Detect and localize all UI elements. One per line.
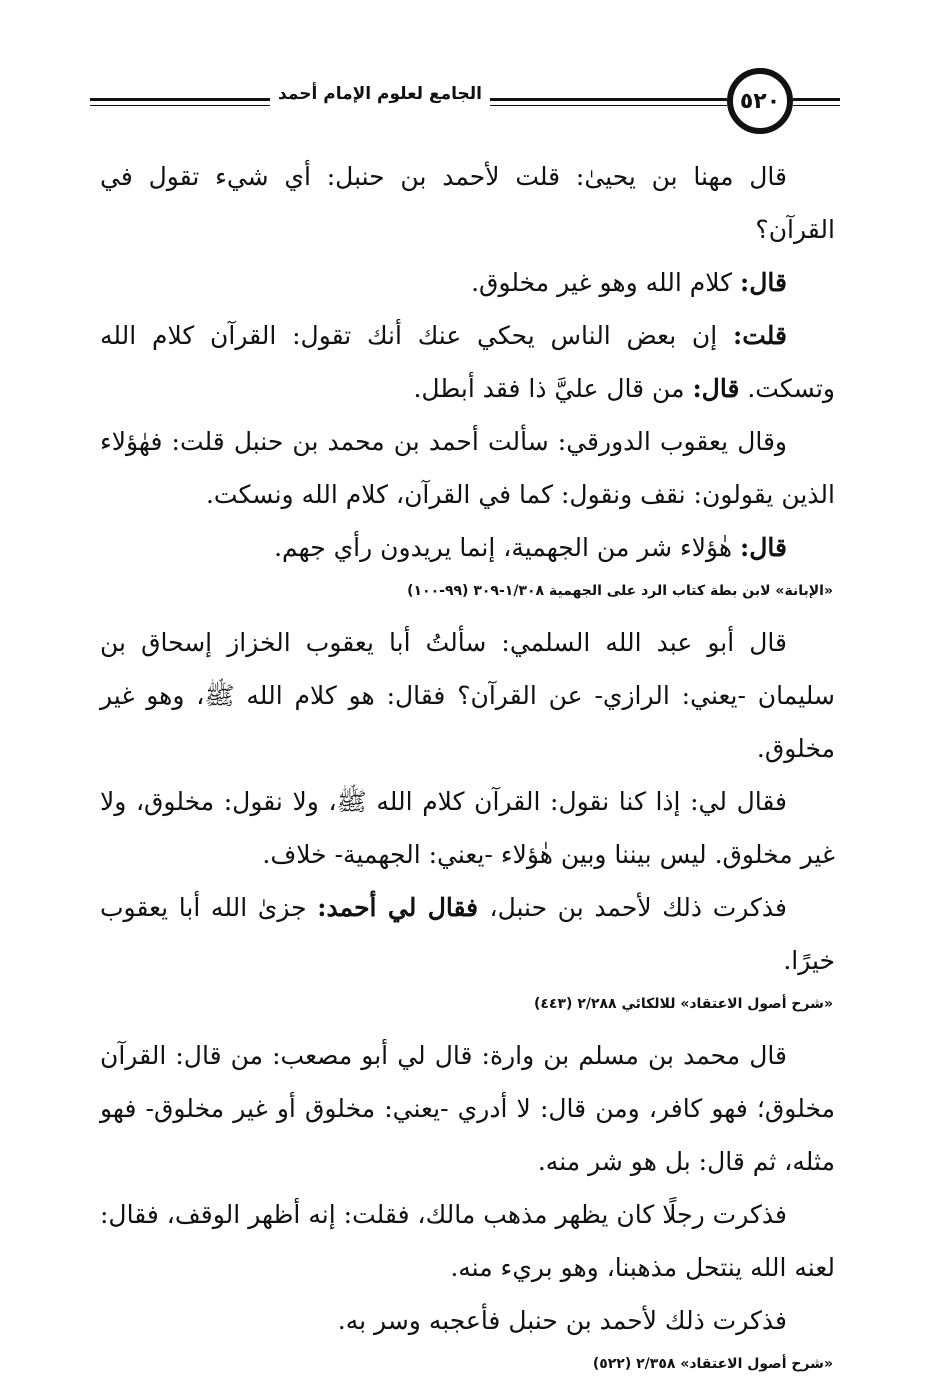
speaker-label: فقال لي أحمد:: [317, 893, 490, 922]
page-body: [100, 150, 835, 1389]
speaker-label: قال:: [740, 268, 787, 297]
paragraph: قال أبو عبد الله السلمي: سألتُ أبا يعقوب الخزاز إسحاق بن سليمان -يعني: الرازي- عن القرآن؟ فقال: هو كلام الله ﷺ، وهو غير مخلوق.: [100, 628, 835, 763]
paragraph: قال: كلام الله وهو غير مخلوق.: [471, 268, 787, 297]
paragraph: فذكرت رجلًا كان يظهر مذهب مالك، فقلت: إنه أظهر الوقف، فقال: لعنه الله ينتحل مذهبنا، وهو بريء منه.: [100, 1200, 835, 1282]
paragraph: فذكرت ذلك لأحمد بن حنبل، فقال لي أحمد: جزىٰ الله أبا يعقوب خيرًا.: [100, 893, 835, 975]
header-rule-right-thin: [793, 105, 840, 106]
header-rule-right: [793, 98, 840, 101]
page-header: [90, 64, 840, 144]
paragraph: قلت: إن بعض الناس يحكي عنك أنك تقول: القرآن كلام الله وتسكت. قال: من قال عليَّ ذا فقد أبطل.: [100, 321, 835, 403]
header-rule-left: [90, 98, 270, 101]
paragraph: قال: هٰؤلاء شر من الجهمية، إنما يريدون رأي جهم.: [274, 533, 787, 562]
speaker-label: قال:: [692, 374, 740, 403]
source-citation: «شرح أصول الاعتقاد» ٢/٣٥٨ (٥٢٢): [592, 1356, 833, 1372]
header-rule-mid: [490, 98, 727, 101]
speaker-label: قال:: [740, 533, 787, 562]
header-rule-mid-thin: [490, 105, 727, 106]
running-title: الجامع لعلوم الإمام أحمد: [270, 84, 490, 104]
paragraph: فقال لي: إذا كنا نقول: القرآن كلام الله ﷺ، ولا نقول: مخلوق، ولا غير مخلوق. ليس بيننا وبين هٰؤلاء -يعني: الجهمية- خلاف.: [100, 787, 835, 869]
source-citation: «شرح أصول الاعتقاد» للالكائي ٢/٢٨٨ (٤٤٣): [533, 996, 833, 1012]
source-citation: «الإبانة» لابن بطة كتاب الرد على الجهمية ١/٣٠٨-٣٠٩ (٩٩-١٠٠): [407, 583, 833, 599]
speaker-label: قلت:: [732, 321, 787, 350]
paragraph: فذكرت ذلك لأحمد بن حنبل فأعجبه وسر به.: [337, 1306, 787, 1335]
paragraph: قال محمد بن مسلم بن وارة: قال لي أبو مصعب: من قال: القرآن مخلوق؛ فهو كافر، ومن قال: لا أدري -يعني: مخلوق أو غير مخلوق- فهو مثله، ثم قال: بل هو شر منه.: [100, 1041, 835, 1176]
page-number: ٥٢٠: [727, 68, 793, 134]
paragraph: قال مهنا بن يحيىٰ: قلت لأحمد بن حنبل: أي شيء تقول في القرآن؟: [100, 162, 835, 244]
paragraph: وقال يعقوب الدورقي: سألت أحمد بن محمد بن حنبل قلت: فهٰؤلاء الذين يقولون: نقف ونقول: كما في القرآن، كلام الله ونسكت.: [100, 427, 835, 509]
header-rule-left-thin: [90, 105, 270, 106]
